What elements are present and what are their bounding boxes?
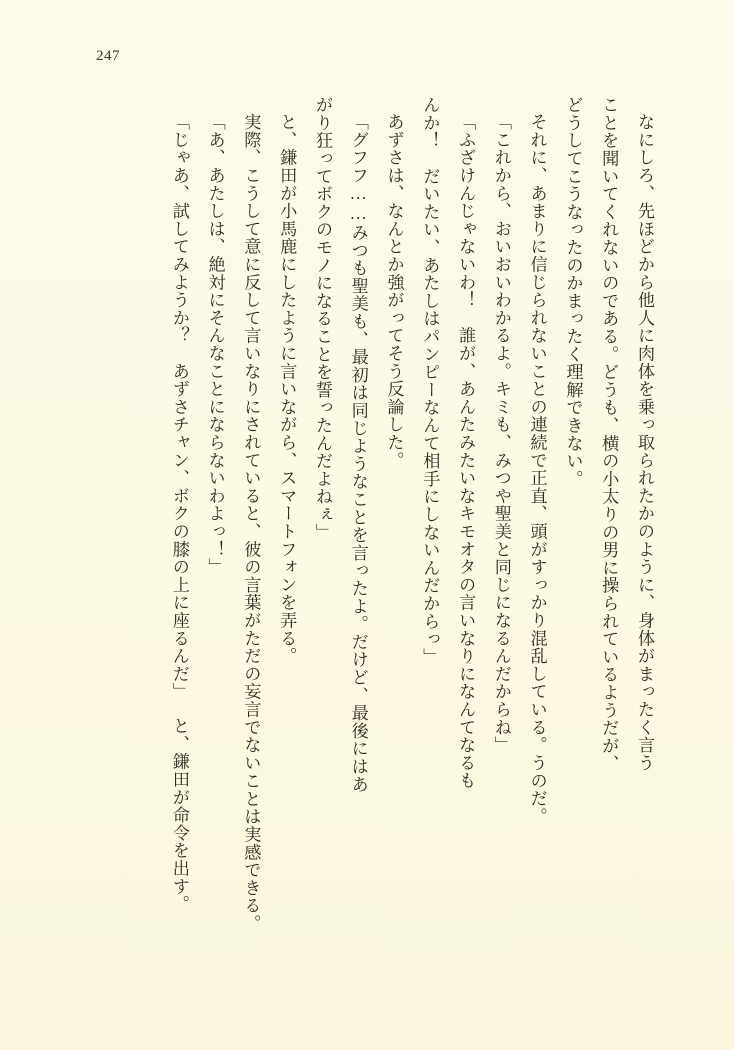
page-number: 247 — [96, 48, 120, 64]
text-line: 「じゃあ、試してみようか？ あずさチャン、ボクの膝の上に座るんだ」 — [169, 113, 189, 701]
text-line: 「ふざけんじゃないわ！ 誰が、あんたみたいなキモオタの言いなりになんてなるも — [456, 113, 476, 790]
text-line: と、鎌田が命令を出す。 — [169, 717, 189, 914]
text-line: 「これから、おいおいわかるよ。キミも、みつや聖美と同じになるんだからね」 — [491, 113, 511, 754]
text-line: がり狂ってボクのモノになることを誓ったんだよねぇ」 — [312, 96, 332, 541]
text-line: 「グフフ……みつも聖美も、最初は同じようなことを言ったよ。だけど、最後にはあ — [348, 113, 368, 793]
text-line: 「あ、あたしは、絶対にそんなことにならないわよっ！」 — [205, 113, 225, 576]
text-line: あずさは、なんとか強がってそう反論した。 — [384, 113, 404, 469]
text-line: うのだ。 — [527, 753, 547, 826]
text-line: 実際、こうして意に反して言いなりにされていると、彼の言葉がただの妄言でない — [241, 113, 261, 772]
text-line: どうしてこうなったのかまったく理解できない。 — [563, 96, 583, 488]
page-body-text — [102, 96, 662, 956]
text-line: ことは実感できる。 — [241, 771, 261, 932]
text-line: と、鎌田が小馬鹿にしたように言いながら、スマートフォンを弄る。 — [277, 113, 297, 665]
text-line: それに、あまりに信じられないことの連続で正直、頭がすっかり混乱している。 — [527, 113, 547, 754]
text-line: ことを聞いてくれないのである。どうも、横の小太りの男に操られているようだが、 — [599, 96, 619, 773]
text-line: んか！ だいたい、あたしはパンピーなんて相手にしないんだからっ」 — [420, 96, 440, 666]
text-line: なにしろ、先ほどから他人に肉体を乗っ取られたかのように、身体がまったく言う — [635, 113, 654, 772]
